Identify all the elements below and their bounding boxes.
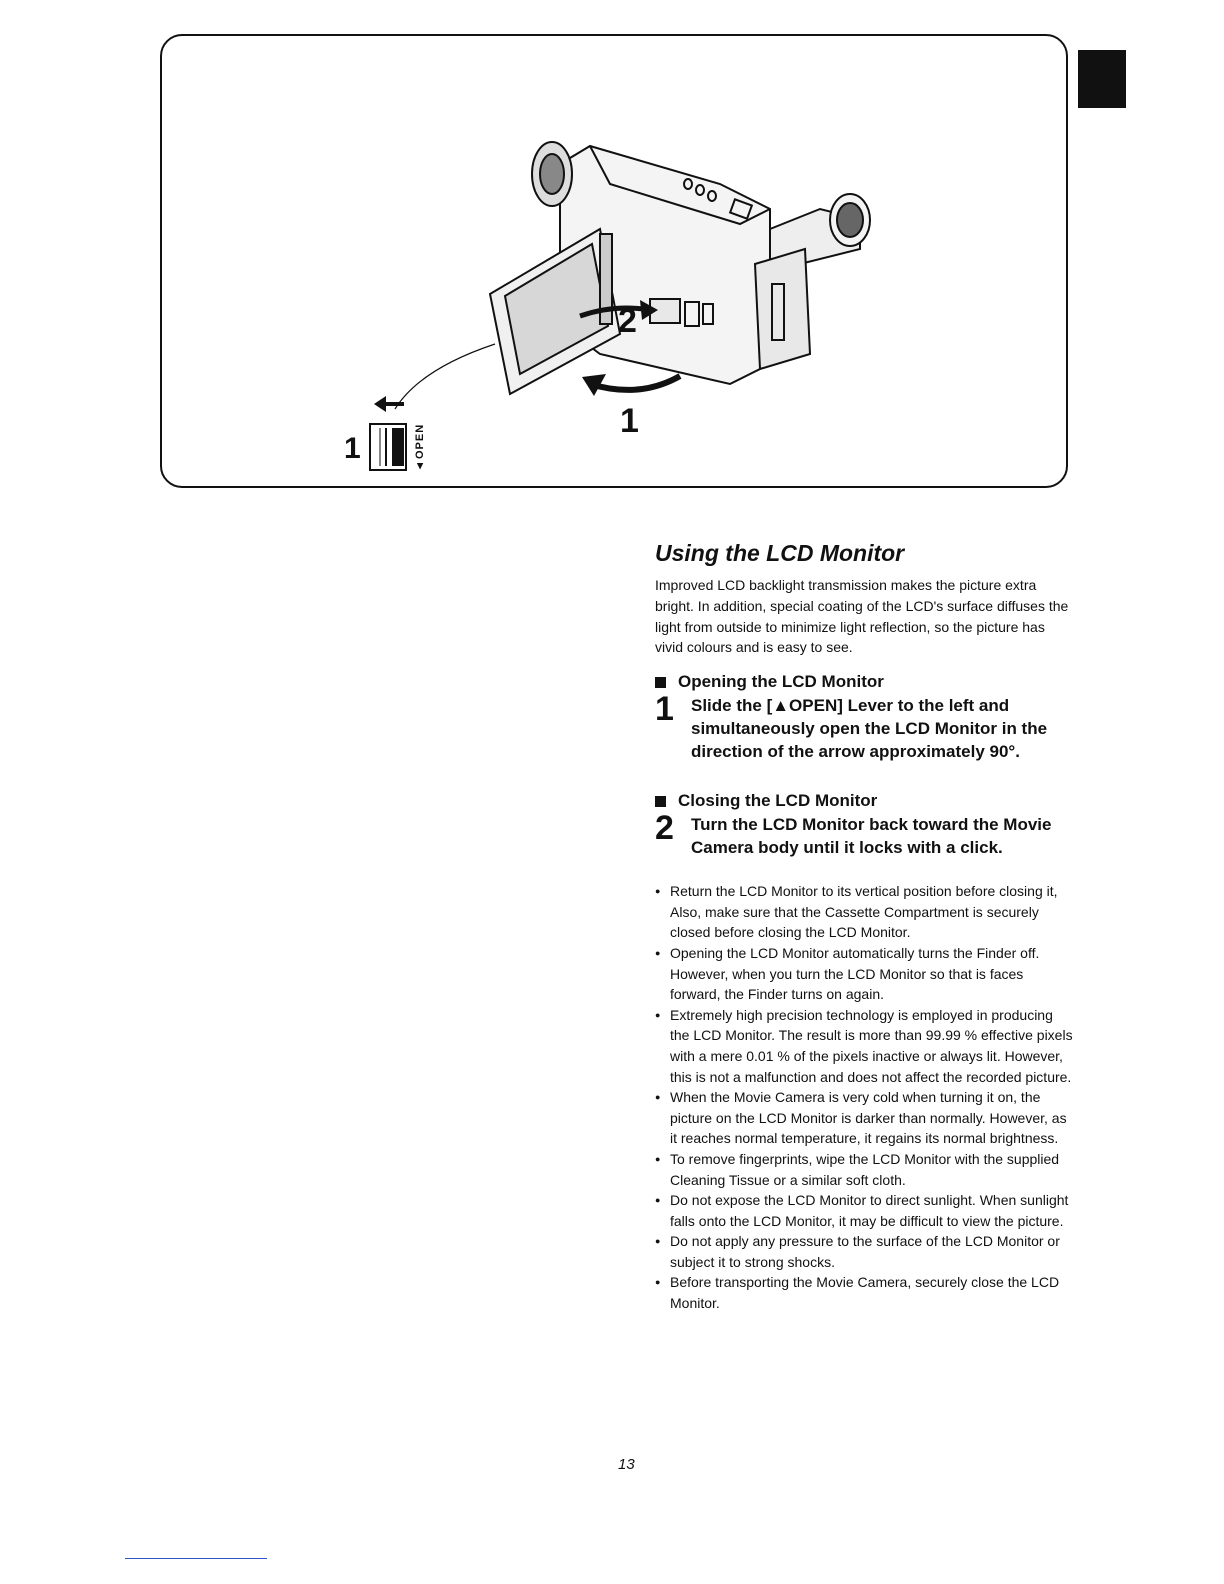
list-item: ● Before transporting the Movie Camera, securely close the LCD Monitor. [655,1272,1075,1313]
closing-heading [655,791,1075,811]
list-item: ● To remove fingerprints, wipe the LCD Monitor with the supplied Cleaning Tissue or a similar soft cloth. [655,1149,1075,1190]
section-index-tab [1078,50,1126,108]
camcorder-illustration [160,34,1068,488]
list-item: ● Extremely high precision technology is employed in producing the LCD Monitor. The result is more than 99.99 % effective pixels with a mere 0.01 % of the pixels inactive or always lit. However, this is not a malfunction and does not affect the recorded picture. [655,1005,1075,1087]
step-text: Slide the [▲OPEN] Lever to the left and simultaneously open the LCD Monitor in the direction of the arrow approximately 90°. [691,696,1048,762]
closing-step [655,809,1075,859]
list-item: ● Opening the LCD Monitor automatically turns the Finder off. However, when you turn the LCD Monitor so that is faces forward, the Finder turns on again. [655,943,1075,1005]
content-column [655,540,1075,1314]
list-item: ● Do not apply any pressure to the surface of the LCD Monitor or subject it to strong shocks. [655,1231,1075,1272]
intro-paragraph: Improved LCD backlight transmission makes the picture extra bright. In addition, special coating of the LCD's surface diffuses the light from outside to minimize light reflection, so the picture has vivid colours and is easy to see. [655,577,1069,656]
list-item: ● Do not expose the LCD Monitor to direct sunlight. When sunlight falls onto the LCD Monitor, it may be difficult to view the picture. [655,1190,1075,1231]
lever-step-callout: 1 [344,432,361,465]
step-text: Turn the LCD Monitor back toward the Movie Camera body until it locks with a click. [691,815,1052,858]
step-1-callout: 1 [620,402,639,440]
list-item: ● Return the LCD Monitor to its vertical position before closing it, Also, make sure that the Cassette Compartment is securely closed before closing the LCD Monitor. [655,881,1075,943]
bullet-square-icon [655,796,666,807]
opening-heading [655,672,1075,692]
bullet-square-icon [655,677,666,688]
page-number: 13 [618,1456,635,1473]
notes-list [655,881,1075,1313]
opening-step [655,690,1075,763]
open-lever-label: ▲OPEN [414,423,426,472]
section-title: Using the LCD Monitor [655,540,905,566]
closing-heading-text: Closing the LCD Monitor [678,791,878,811]
step-number: 1 [655,690,674,729]
step-2-callout: 2 [618,302,637,340]
footer-rule [125,1558,267,1559]
step-number: 2 [655,809,674,848]
list-item: ● When the Movie Camera is very cold when turning it on, the picture on the LCD Monitor is darker than normally. However, as it reaches normal temperature, it regains its normal brightness. [655,1087,1075,1149]
opening-heading-text: Opening the LCD Monitor [678,672,884,692]
